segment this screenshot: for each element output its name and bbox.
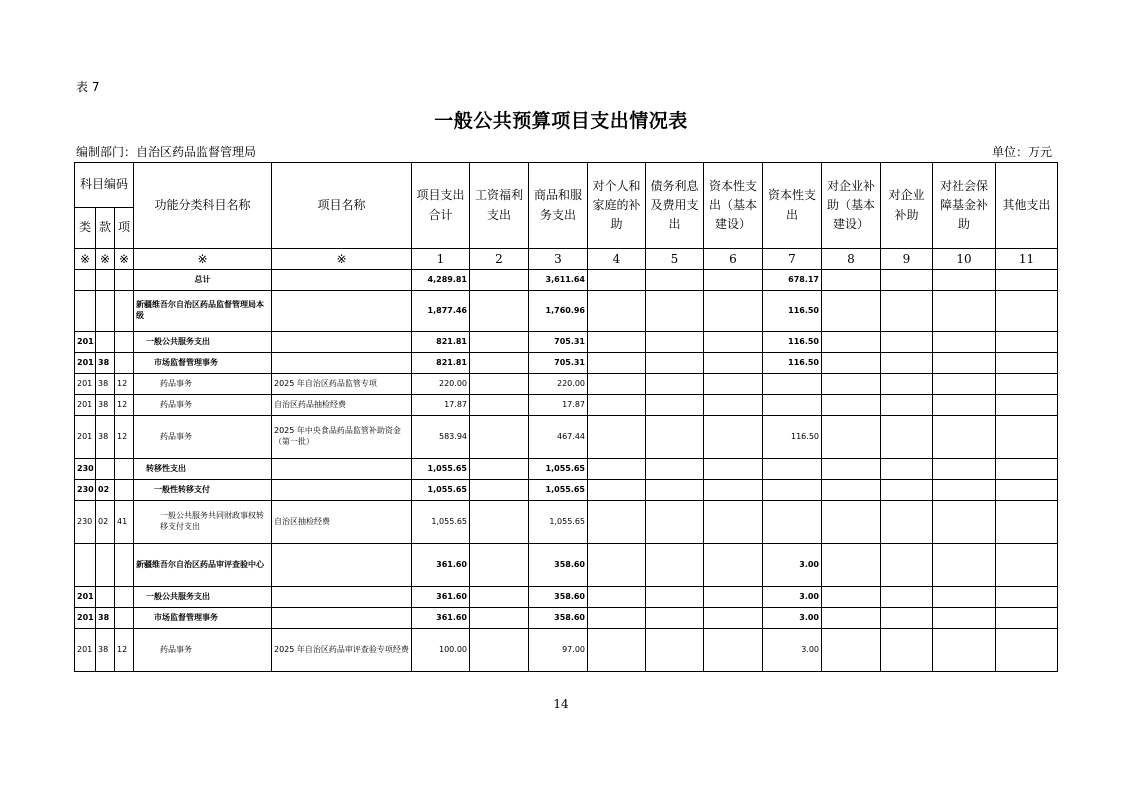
empty-cell bbox=[996, 332, 1058, 353]
empty-cell bbox=[996, 629, 1058, 672]
empty-cell bbox=[881, 270, 933, 291]
index-cell: 11 bbox=[996, 249, 1058, 270]
empty-cell bbox=[881, 395, 933, 416]
total-cell: 17.87 bbox=[412, 395, 470, 416]
empty-cell bbox=[822, 395, 881, 416]
capital-cell: 3.00 bbox=[763, 629, 822, 672]
empty-cell bbox=[588, 395, 646, 416]
lei-cell: 201 bbox=[75, 629, 96, 672]
index-cell: ※ bbox=[75, 249, 96, 270]
empty-cell bbox=[933, 501, 996, 544]
capital-cell: 3.00 bbox=[763, 544, 822, 587]
empty-cell bbox=[470, 544, 529, 587]
func-cell: 市场监督管理事务 bbox=[134, 608, 272, 629]
goods-cell: 1,760.96 bbox=[529, 291, 588, 332]
empty-cell bbox=[996, 608, 1058, 629]
func-cell: 药品事务 bbox=[134, 374, 272, 395]
kuan-header: 款 bbox=[96, 208, 115, 249]
table-number: 表 7 bbox=[76, 80, 100, 94]
empty-cell bbox=[588, 374, 646, 395]
empty-cell bbox=[822, 353, 881, 374]
empty-cell bbox=[996, 501, 1058, 544]
kuan-cell bbox=[96, 587, 115, 608]
index-row bbox=[75, 249, 1058, 270]
empty-cell bbox=[933, 270, 996, 291]
func-name-header: 功能分类科目名称 bbox=[134, 163, 272, 249]
kuan-cell: 38 bbox=[96, 608, 115, 629]
lei-cell: 230 bbox=[75, 459, 96, 480]
empty-cell bbox=[588, 291, 646, 332]
index-cell: 2 bbox=[470, 249, 529, 270]
index-cell: 6 bbox=[704, 249, 763, 270]
xiang-cell bbox=[115, 608, 134, 629]
empty-cell bbox=[881, 353, 933, 374]
goods-cell: 705.31 bbox=[529, 332, 588, 353]
index-cell: ※ bbox=[115, 249, 134, 270]
kuan-cell: 38 bbox=[96, 353, 115, 374]
empty-cell bbox=[588, 459, 646, 480]
empty-cell bbox=[704, 544, 763, 587]
col-header-11: 其他支出 bbox=[996, 163, 1058, 249]
empty-cell bbox=[822, 480, 881, 501]
proj-cell: 2025 年自治区药品监管专项 bbox=[272, 374, 412, 395]
index-cell: ※ bbox=[272, 249, 412, 270]
empty-cell bbox=[933, 544, 996, 587]
xiang-cell bbox=[115, 353, 134, 374]
empty-cell bbox=[996, 395, 1058, 416]
empty-cell bbox=[933, 629, 996, 672]
empty-cell bbox=[470, 374, 529, 395]
empty-cell bbox=[881, 459, 933, 480]
lei-cell: 230 bbox=[75, 480, 96, 501]
col-header-1: 项目支出合计 bbox=[412, 163, 470, 249]
empty-cell bbox=[881, 291, 933, 332]
page-number: 14 bbox=[553, 697, 569, 711]
proj-cell bbox=[272, 270, 412, 291]
proj-cell bbox=[272, 544, 412, 587]
empty-cell bbox=[822, 608, 881, 629]
col-header-5: 债务利息及费用支出 bbox=[646, 163, 704, 249]
empty-cell bbox=[704, 270, 763, 291]
func-cell: 药品事务 bbox=[134, 629, 272, 672]
empty-cell bbox=[822, 270, 881, 291]
empty-cell bbox=[881, 332, 933, 353]
func-cell: 一般性转移支付 bbox=[134, 480, 272, 501]
empty-cell bbox=[646, 291, 704, 332]
proj-cell bbox=[272, 480, 412, 501]
col-header-8: 对企业补助（基本建设） bbox=[822, 163, 881, 249]
col-header-4: 对个人和家庭的补助 bbox=[588, 163, 646, 249]
total-cell: 1,055.65 bbox=[412, 459, 470, 480]
index-cell: 9 bbox=[881, 249, 933, 270]
table-row bbox=[75, 291, 1058, 332]
table-row bbox=[75, 501, 1058, 544]
empty-cell bbox=[996, 291, 1058, 332]
goods-cell: 358.60 bbox=[529, 608, 588, 629]
proj-cell bbox=[272, 587, 412, 608]
func-cell: 一般公共服务共同财政事权转移支付支出 bbox=[134, 501, 272, 544]
empty-cell bbox=[881, 629, 933, 672]
xiang-cell: 41 bbox=[115, 501, 134, 544]
empty-cell bbox=[996, 459, 1058, 480]
capital-cell: 3.00 bbox=[763, 608, 822, 629]
goods-cell: 3,611.64 bbox=[529, 270, 588, 291]
kuan-cell: 38 bbox=[96, 395, 115, 416]
index-cell: 10 bbox=[933, 249, 996, 270]
index-cell: 8 bbox=[822, 249, 881, 270]
lei-cell: 201 bbox=[75, 608, 96, 629]
table-row bbox=[75, 587, 1058, 608]
empty-cell bbox=[588, 353, 646, 374]
empty-cell bbox=[822, 629, 881, 672]
empty-cell bbox=[881, 608, 933, 629]
empty-cell bbox=[588, 544, 646, 587]
table-row bbox=[75, 608, 1058, 629]
empty-cell bbox=[933, 374, 996, 395]
empty-cell bbox=[933, 480, 996, 501]
xiang-cell: 12 bbox=[115, 629, 134, 672]
total-cell: 4,289.81 bbox=[412, 270, 470, 291]
proj-cell: 2025 年自治区药品审评查验专项经费 bbox=[272, 629, 412, 672]
func-cell: 新疆维吾尔自治区药品监督管理局本级 bbox=[134, 291, 272, 332]
empty-cell bbox=[933, 459, 996, 480]
goods-cell: 220.00 bbox=[529, 374, 588, 395]
empty-cell bbox=[646, 374, 704, 395]
empty-cell bbox=[881, 501, 933, 544]
empty-cell bbox=[470, 629, 529, 672]
lei-cell: 201 bbox=[75, 416, 96, 459]
kuan-cell bbox=[96, 291, 115, 332]
empty-cell bbox=[881, 480, 933, 501]
empty-cell bbox=[646, 544, 704, 587]
proj-cell bbox=[272, 332, 412, 353]
empty-cell bbox=[470, 459, 529, 480]
empty-cell bbox=[996, 416, 1058, 459]
xiang-cell: 12 bbox=[115, 374, 134, 395]
lei-cell bbox=[75, 544, 96, 587]
empty-cell bbox=[646, 270, 704, 291]
lei-header: 类 bbox=[75, 208, 96, 249]
capital-cell: 116.50 bbox=[763, 353, 822, 374]
xiang-cell bbox=[115, 332, 134, 353]
empty-cell bbox=[933, 395, 996, 416]
empty-cell bbox=[646, 501, 704, 544]
empty-cell bbox=[704, 332, 763, 353]
empty-cell bbox=[822, 501, 881, 544]
col-header-10: 对社会保障基金补助 bbox=[933, 163, 996, 249]
kuan-cell: 38 bbox=[96, 629, 115, 672]
kuan-cell bbox=[96, 270, 115, 291]
total-cell: 1,055.65 bbox=[412, 501, 470, 544]
empty-cell bbox=[822, 291, 881, 332]
empty-cell bbox=[933, 416, 996, 459]
empty-cell bbox=[470, 291, 529, 332]
lei-cell: 201 bbox=[75, 587, 96, 608]
empty-cell bbox=[933, 291, 996, 332]
table-row bbox=[75, 353, 1058, 374]
department-label: 编制部门：自治区药品监督管理局 bbox=[76, 145, 257, 159]
empty-cell bbox=[646, 416, 704, 459]
empty-cell bbox=[704, 395, 763, 416]
empty-cell bbox=[704, 459, 763, 480]
empty-cell bbox=[822, 332, 881, 353]
col-header-7: 资本性支出 bbox=[763, 163, 822, 249]
empty-cell bbox=[470, 480, 529, 501]
empty-cell bbox=[996, 270, 1058, 291]
kuan-cell: 02 bbox=[96, 480, 115, 501]
total-cell: 220.00 bbox=[412, 374, 470, 395]
goods-cell: 1,055.65 bbox=[529, 480, 588, 501]
xiang-header: 项 bbox=[115, 208, 134, 249]
total-cell: 821.81 bbox=[412, 332, 470, 353]
func-cell: 新疆维吾尔自治区药品审评查验中心 bbox=[134, 544, 272, 587]
index-cell: 3 bbox=[529, 249, 588, 270]
index-cell: 5 bbox=[646, 249, 704, 270]
table-row bbox=[75, 629, 1058, 672]
empty-cell bbox=[588, 629, 646, 672]
func-cell: 药品事务 bbox=[134, 395, 272, 416]
empty-cell bbox=[588, 608, 646, 629]
col-header-9: 对企业补助 bbox=[881, 163, 933, 249]
goods-cell: 358.60 bbox=[529, 544, 588, 587]
capital-cell: 116.50 bbox=[763, 416, 822, 459]
proj-name-header: 项目名称 bbox=[272, 163, 412, 249]
total-cell: 361.60 bbox=[412, 608, 470, 629]
total-cell: 361.60 bbox=[412, 544, 470, 587]
index-cell: 7 bbox=[763, 249, 822, 270]
empty-cell bbox=[646, 480, 704, 501]
xiang-cell bbox=[115, 270, 134, 291]
func-cell: 药品事务 bbox=[134, 416, 272, 459]
table-row bbox=[75, 395, 1058, 416]
total-cell: 583.94 bbox=[412, 416, 470, 459]
table-row bbox=[75, 544, 1058, 587]
code-group-header: 科目编码 bbox=[75, 163, 134, 208]
budget-table bbox=[74, 162, 1058, 672]
xiang-cell bbox=[115, 587, 134, 608]
index-cell: ※ bbox=[134, 249, 272, 270]
proj-cell bbox=[272, 459, 412, 480]
capital-cell bbox=[763, 480, 822, 501]
empty-cell bbox=[704, 416, 763, 459]
xiang-cell: 12 bbox=[115, 395, 134, 416]
table-row bbox=[75, 374, 1058, 395]
xiang-cell bbox=[115, 544, 134, 587]
lei-cell: 201 bbox=[75, 374, 96, 395]
capital-cell bbox=[763, 374, 822, 395]
capital-cell bbox=[763, 395, 822, 416]
empty-cell bbox=[881, 374, 933, 395]
empty-cell bbox=[933, 353, 996, 374]
empty-cell bbox=[470, 270, 529, 291]
xiang-cell: 12 bbox=[115, 416, 134, 459]
total-cell: 361.60 bbox=[412, 587, 470, 608]
capital-cell bbox=[763, 501, 822, 544]
empty-cell bbox=[704, 587, 763, 608]
empty-cell bbox=[822, 416, 881, 459]
total-cell: 821.81 bbox=[412, 353, 470, 374]
page-title: 一般公共预算项目支出情况表 bbox=[434, 110, 688, 132]
empty-cell bbox=[470, 395, 529, 416]
empty-cell bbox=[704, 629, 763, 672]
empty-cell bbox=[996, 480, 1058, 501]
lei-cell: 201 bbox=[75, 395, 96, 416]
xiang-cell bbox=[115, 480, 134, 501]
goods-cell: 705.31 bbox=[529, 353, 588, 374]
empty-cell bbox=[588, 332, 646, 353]
header-row bbox=[75, 163, 1058, 208]
empty-cell bbox=[646, 459, 704, 480]
table-row bbox=[75, 416, 1058, 459]
empty-cell bbox=[646, 608, 704, 629]
proj-cell: 自治区药品抽检经费 bbox=[272, 395, 412, 416]
lei-cell: 201 bbox=[75, 332, 96, 353]
empty-cell bbox=[996, 353, 1058, 374]
empty-cell bbox=[704, 608, 763, 629]
lei-cell bbox=[75, 270, 96, 291]
goods-cell: 358.60 bbox=[529, 587, 588, 608]
lei-cell: 230 bbox=[75, 501, 96, 544]
empty-cell bbox=[822, 587, 881, 608]
func-cell: 转移性支出 bbox=[134, 459, 272, 480]
empty-cell bbox=[588, 587, 646, 608]
col-header-3: 商品和服务支出 bbox=[529, 163, 588, 249]
goods-cell: 17.87 bbox=[529, 395, 588, 416]
capital-cell: 116.50 bbox=[763, 332, 822, 353]
total-cell: 1,877.46 bbox=[412, 291, 470, 332]
empty-cell bbox=[470, 416, 529, 459]
empty-cell bbox=[933, 587, 996, 608]
total-cell: 100.00 bbox=[412, 629, 470, 672]
goods-cell: 1,055.65 bbox=[529, 501, 588, 544]
empty-cell bbox=[470, 587, 529, 608]
total-cell: 1,055.65 bbox=[412, 480, 470, 501]
empty-cell bbox=[588, 501, 646, 544]
empty-cell bbox=[704, 374, 763, 395]
empty-cell bbox=[588, 480, 646, 501]
empty-cell bbox=[588, 416, 646, 459]
index-cell: 1 bbox=[412, 249, 470, 270]
empty-cell bbox=[704, 480, 763, 501]
table-row bbox=[75, 332, 1058, 353]
total-row bbox=[75, 270, 1058, 291]
kuan-cell: 38 bbox=[96, 374, 115, 395]
empty-cell bbox=[646, 587, 704, 608]
empty-cell bbox=[881, 544, 933, 587]
col-header-6: 资本性支出（基本建设） bbox=[704, 163, 763, 249]
func-cell: 市场监督管理事务 bbox=[134, 353, 272, 374]
empty-cell bbox=[646, 332, 704, 353]
empty-cell bbox=[933, 608, 996, 629]
goods-cell: 1,055.65 bbox=[529, 459, 588, 480]
xiang-cell bbox=[115, 459, 134, 480]
empty-cell bbox=[588, 270, 646, 291]
empty-cell bbox=[822, 374, 881, 395]
capital-cell bbox=[763, 459, 822, 480]
capital-cell: 678.17 bbox=[763, 270, 822, 291]
empty-cell bbox=[822, 459, 881, 480]
xiang-cell bbox=[115, 291, 134, 332]
goods-cell: 97.00 bbox=[529, 629, 588, 672]
empty-cell bbox=[646, 395, 704, 416]
empty-cell bbox=[470, 332, 529, 353]
empty-cell bbox=[822, 544, 881, 587]
kuan-cell bbox=[96, 332, 115, 353]
empty-cell bbox=[704, 501, 763, 544]
index-cell: ※ bbox=[96, 249, 115, 270]
empty-cell bbox=[470, 353, 529, 374]
empty-cell bbox=[646, 629, 704, 672]
kuan-cell bbox=[96, 544, 115, 587]
capital-cell: 3.00 bbox=[763, 587, 822, 608]
proj-cell bbox=[272, 291, 412, 332]
capital-cell: 116.50 bbox=[763, 291, 822, 332]
func-cell: 总计 bbox=[134, 270, 272, 291]
func-cell: 一般公共服务支出 bbox=[134, 587, 272, 608]
table-row bbox=[75, 459, 1058, 480]
empty-cell bbox=[646, 353, 704, 374]
goods-cell: 467.44 bbox=[529, 416, 588, 459]
kuan-cell bbox=[96, 459, 115, 480]
empty-cell bbox=[996, 374, 1058, 395]
proj-cell bbox=[272, 608, 412, 629]
index-cell: 4 bbox=[588, 249, 646, 270]
empty-cell bbox=[470, 608, 529, 629]
col-header-2: 工资福利支出 bbox=[470, 163, 529, 249]
empty-cell bbox=[470, 501, 529, 544]
unit-label: 单位：万元 bbox=[991, 145, 1052, 159]
func-cell: 一般公共服务支出 bbox=[134, 332, 272, 353]
empty-cell bbox=[881, 416, 933, 459]
empty-cell bbox=[881, 587, 933, 608]
lei-cell bbox=[75, 291, 96, 332]
table-row bbox=[75, 480, 1058, 501]
kuan-cell: 38 bbox=[96, 416, 115, 459]
proj-cell: 自治区抽检经费 bbox=[272, 501, 412, 544]
empty-cell bbox=[704, 353, 763, 374]
kuan-cell: 02 bbox=[96, 501, 115, 544]
empty-cell bbox=[996, 544, 1058, 587]
empty-cell bbox=[996, 587, 1058, 608]
proj-cell: 2025 年中央食品药品监管补助资金（第一批） bbox=[272, 416, 412, 459]
empty-cell bbox=[933, 332, 996, 353]
lei-cell: 201 bbox=[75, 353, 96, 374]
proj-cell bbox=[272, 353, 412, 374]
empty-cell bbox=[704, 291, 763, 332]
